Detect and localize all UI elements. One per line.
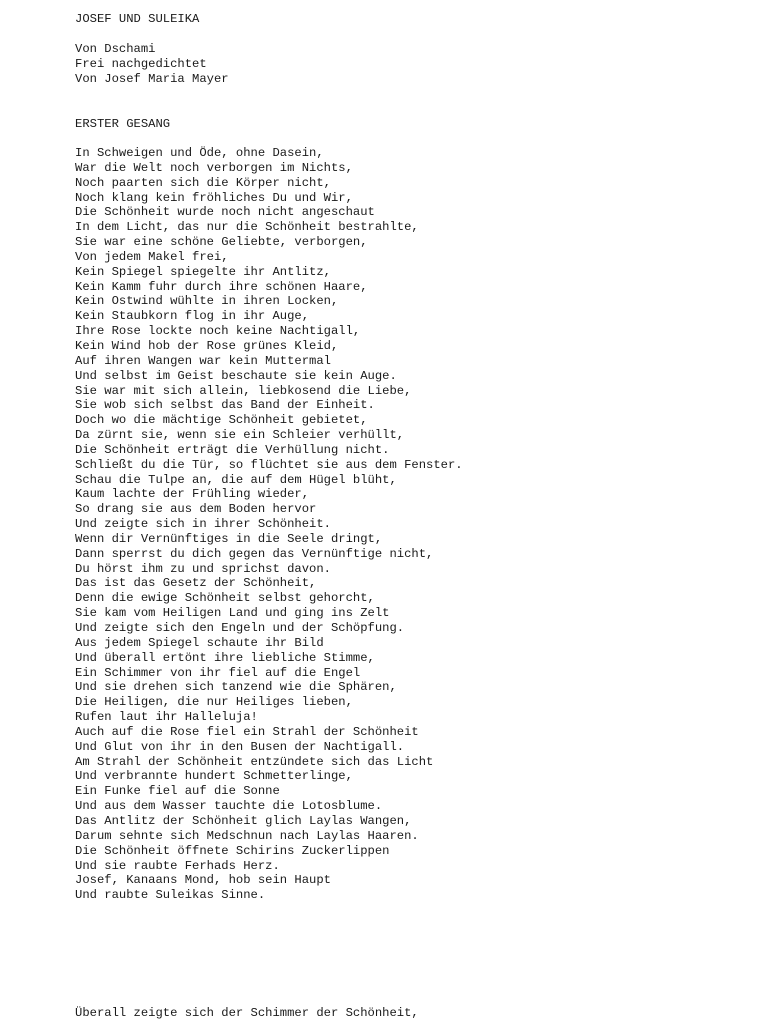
verse-line: Doch wo die mächtige Schönheit gebietet, bbox=[75, 413, 368, 428]
verse-line: Ein Schimmer von ihr fiel auf die Engel bbox=[75, 665, 361, 680]
verse-line: In dem Licht, das nur die Schönheit bestrahlte, bbox=[75, 220, 419, 235]
verse-line: Dann sperrst du dich gegen das Vernünftige nicht, bbox=[75, 546, 434, 561]
verse-line: Noch klang kein fröhliches Du und Wir, bbox=[75, 190, 353, 205]
verse-line: Schau die Tulpe an, die auf dem Hügel blüht, bbox=[75, 472, 397, 487]
verse-line: Auch auf die Rose fiel ein Strahl der Schönheit bbox=[75, 724, 419, 739]
verse-line: Auf ihren Wangen war kein Muttermal bbox=[75, 353, 331, 368]
verse-line: Kein Wind hob der Rose grünes Kleid, bbox=[75, 338, 339, 353]
verse-line: Rufen laut ihr Halleluja! bbox=[75, 710, 258, 725]
verse-line: Das Antlitz der Schönheit glich Laylas Wangen, bbox=[75, 813, 412, 828]
verse-line: Josef, Kanaans Mond, hob sein Haupt bbox=[75, 873, 331, 888]
verse-line: Wenn dir Vernünftiges in die Seele dringt, bbox=[75, 531, 383, 546]
byline-block bbox=[75, 42, 229, 87]
verse-line: Du hörst ihm zu und sprichst davon. bbox=[75, 561, 331, 576]
verse-line: Aus jedem Spiegel schaute ihr Bild bbox=[75, 635, 324, 650]
verse-line: Und sie drehen sich tanzend wie die Sphären, bbox=[75, 680, 397, 695]
byline-line: Von Dschami bbox=[75, 42, 156, 56]
document-title: JOSEF UND SULEIKA bbox=[75, 12, 200, 26]
verse-line: Die Schönheit erträgt die Verhüllung nicht. bbox=[75, 442, 390, 457]
verse-line: Ein Funke fiel auf die Sonne bbox=[75, 784, 280, 799]
verse-line: Die Heiligen, die nur Heiliges lieben, bbox=[75, 695, 353, 710]
verse-line: Sie kam vom Heiligen Land und ging ins Zelt bbox=[75, 606, 390, 621]
verse-line: Und zeigte sich in ihrer Schönheit. bbox=[75, 517, 331, 532]
verse-line: Und selbst im Geist beschaute sie kein Auge. bbox=[75, 368, 397, 383]
verse-line: Da zürnt sie, wenn sie ein Schleier verhüllt, bbox=[75, 428, 405, 443]
verse-line: Und verbrannte hundert Schmetterlinge, bbox=[75, 769, 353, 784]
verse-line: Die Schönheit wurde noch nicht angeschaut bbox=[75, 205, 375, 220]
verse-line: Noch paarten sich die Körper nicht, bbox=[75, 175, 331, 190]
verse-line: Sie war mit sich allein, liebkosend die Liebe, bbox=[75, 383, 412, 398]
verse-line: Das ist das Gesetz der Schönheit, bbox=[75, 576, 317, 591]
verse-line: Denn die ewige Schönheit selbst gehorcht, bbox=[75, 591, 375, 606]
verse-line: Von jedem Makel frei, bbox=[75, 249, 229, 264]
byline-line: Frei nachgedichtet bbox=[75, 56, 207, 71]
verse-line: Kein Spiegel spiegelte ihr Antlitz, bbox=[75, 264, 331, 279]
verse-line: Schließt du die Tür, so flüchtet sie aus dem Fenster. bbox=[75, 457, 463, 472]
verse-line: In Schweigen und Öde, ohne Dasein, bbox=[75, 146, 324, 160]
verse-line: Und sie raubte Ferhads Herz. bbox=[75, 858, 280, 873]
verse-line: Ihre Rose lockte noch keine Nachtigall, bbox=[75, 324, 361, 339]
poem-verses bbox=[75, 146, 463, 903]
byline-line: Von Josef Maria Mayer bbox=[75, 71, 229, 86]
verse-line: Und raubte Suleikas Sinne. bbox=[75, 888, 266, 903]
verse-line: Darum sehnte sich Medschnun nach Laylas Haaren. bbox=[75, 828, 419, 843]
section-heading: ERSTER GESANG bbox=[75, 117, 171, 131]
verse-line: Kein Staubkorn flog in ihr Auge, bbox=[75, 309, 310, 324]
verse-line: Und aus dem Wasser tauchte die Lotosblume. bbox=[75, 799, 383, 814]
verse-line: Kein Kamm fuhr durch ihre schönen Haare, bbox=[75, 279, 368, 294]
verse-line: Sie war eine schöne Geliebte, verborgen, bbox=[75, 235, 368, 250]
verse-line: So drang sie aus dem Boden hervor bbox=[75, 502, 317, 517]
verse-line: Am Strahl der Schönheit entzündete sich das Licht bbox=[75, 754, 434, 769]
verse-line: Sie wob sich selbst das Band der Einheit. bbox=[75, 398, 375, 413]
verse-line: Kein Ostwind wühlte in ihren Locken, bbox=[75, 294, 339, 309]
verse-line: Und Glut von ihr in den Busen der Nachtigall. bbox=[75, 739, 405, 754]
verse-line: War die Welt noch verborgen im Nichts, bbox=[75, 160, 353, 175]
verse-line: Kaum lachte der Frühling wieder, bbox=[75, 487, 310, 502]
verse-line: Und zeigte sich den Engeln und der Schöpfung. bbox=[75, 621, 405, 635]
verse-line: Die Schönheit öffnete Schirins Zuckerlippen bbox=[75, 843, 390, 858]
verse-line: Und überall ertönt ihre liebliche Stimme, bbox=[75, 650, 375, 665]
next-page-first-line: Überall zeigte sich der Schimmer der Schönheit, bbox=[75, 1006, 419, 1020]
